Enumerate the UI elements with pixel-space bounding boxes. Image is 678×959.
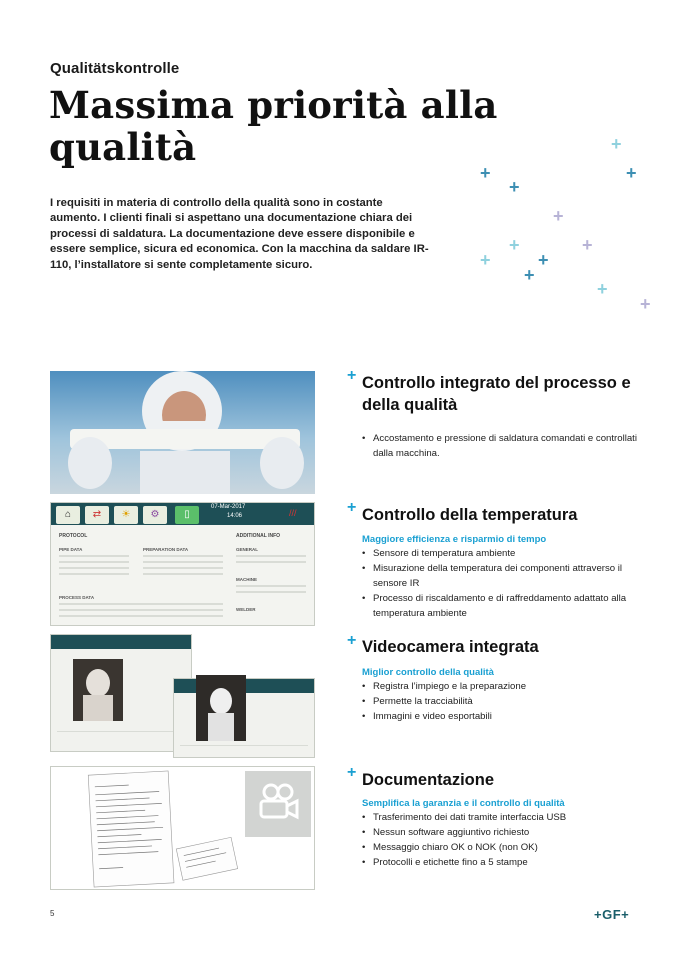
list-item: • Sensore di temperatura ambiente (362, 546, 652, 561)
plus-icon: + (509, 177, 520, 197)
screen-date: 07-Mar-2017 (211, 504, 246, 510)
home-icon[interactable]: ⌂ (56, 506, 80, 524)
section-title-process: Controllo integrato del processo e della qualità (362, 374, 631, 414)
plus-icon: + (626, 163, 637, 183)
photo-technician (50, 371, 315, 494)
section-subtitle-documentation: Semplifica la garanzia e il controllo di qualità (362, 798, 565, 809)
plus-icon: + (347, 499, 357, 516)
list-item: • Permette la tracciabilità (362, 694, 652, 709)
kicker: Qualitätskontrolle (50, 60, 180, 77)
plus-icon: + (480, 163, 491, 183)
screen-toolbar (51, 503, 314, 525)
plus-icon: + (347, 632, 357, 649)
gear-icon[interactable]: ⚙ (143, 506, 167, 524)
list-item: • Registra l’impiego e la preparazione (362, 679, 652, 694)
plus-icon: + (597, 279, 608, 299)
page-title: Massima priorità alla qualità (49, 83, 498, 169)
plus-icon: + (582, 235, 593, 255)
bullet-list-process (362, 431, 652, 461)
camera-icon (255, 779, 301, 825)
list-item: • Protocolli e etichette fino a 5 stampe (362, 855, 652, 870)
screen-time: 14:06 (227, 513, 243, 519)
row-preparation: PREPARATION DATA (143, 547, 189, 552)
row-machine: MACHINE (236, 577, 257, 582)
camera-screen-back (50, 634, 192, 752)
list-item: • Messaggio chiaro OK o NOK (non OK) (362, 840, 652, 855)
list-item: • Trasferimento dei dati tramite interfaccia USB (362, 810, 652, 825)
plus-icon: + (524, 265, 535, 285)
screen-camera (50, 634, 315, 758)
screen-temperature (50, 502, 315, 626)
photo-documentation (50, 766, 315, 890)
panel-protocol: PROTOCOL (59, 533, 88, 539)
section-title-temperature: Controllo della temperatura (362, 506, 578, 524)
plus-icon: + (509, 235, 520, 255)
section-subtitle-temperature: Maggiore efficienza e risparmio di tempo (362, 534, 547, 545)
section-title-camera: Videocamera integrata (362, 638, 539, 656)
plus-icon: + (553, 206, 564, 226)
bullet-list-camera (362, 679, 652, 724)
plus-icon: + (480, 250, 491, 270)
status-indicator: /// (289, 508, 297, 518)
plus-icon: + (611, 134, 622, 154)
camera-screen-front (173, 678, 315, 758)
plus-icon: + (347, 764, 357, 781)
list-item: • Immagini e video esportabili (362, 709, 652, 724)
technician-illustration (50, 371, 315, 494)
row-process: PROCESS DATA (59, 595, 95, 600)
list-item: • Misurazione della temperatura dei componenti attraverso il sensore IR (362, 561, 652, 591)
plus-icon: + (640, 294, 651, 314)
bullet-list-documentation (362, 810, 652, 870)
row-welder: WELDER (236, 607, 256, 612)
gf-logo: +GF+ (594, 907, 630, 922)
row-general: GENERAL (236, 547, 259, 552)
panel-additional: ADDITIONAL INFO (236, 533, 281, 539)
plus-icon: + (347, 367, 357, 384)
document-icon[interactable]: ▯ (175, 506, 199, 524)
bullet-list-temperature (362, 546, 652, 621)
page-number: 5 (50, 909, 55, 918)
section-subtitle-camera: Miglior controllo della qualità (362, 667, 494, 678)
list-item: • Accostamento e pressione di saldatura comandati e controllati dalla macchina. (362, 431, 652, 461)
intro-paragraph: I requisiti in materia di controllo della qualità sono in costante aumento. I clienti finali si aspettano una documentazione chiara dei processi di saldatura. La documentazione deve essere disponibile e essere semplice, sicura ed economica. Con la macchina da saldare IR-110, l’installatore si sente completamente sicuro. (50, 197, 429, 271)
sun-icon[interactable]: ☀ (114, 506, 138, 524)
row-pipe-data: PIPE DATA (59, 547, 83, 552)
list-item: • Nessun software aggiuntivo richiesto (362, 825, 652, 840)
plus-icon: + (538, 250, 549, 270)
section-title-documentation: Documentazione (362, 771, 495, 789)
swap-icon[interactable]: ⇄ (85, 506, 109, 524)
list-item: • Processo di riscaldamento e di raffreddamento adattato alla temperatura ambiente (362, 591, 652, 621)
